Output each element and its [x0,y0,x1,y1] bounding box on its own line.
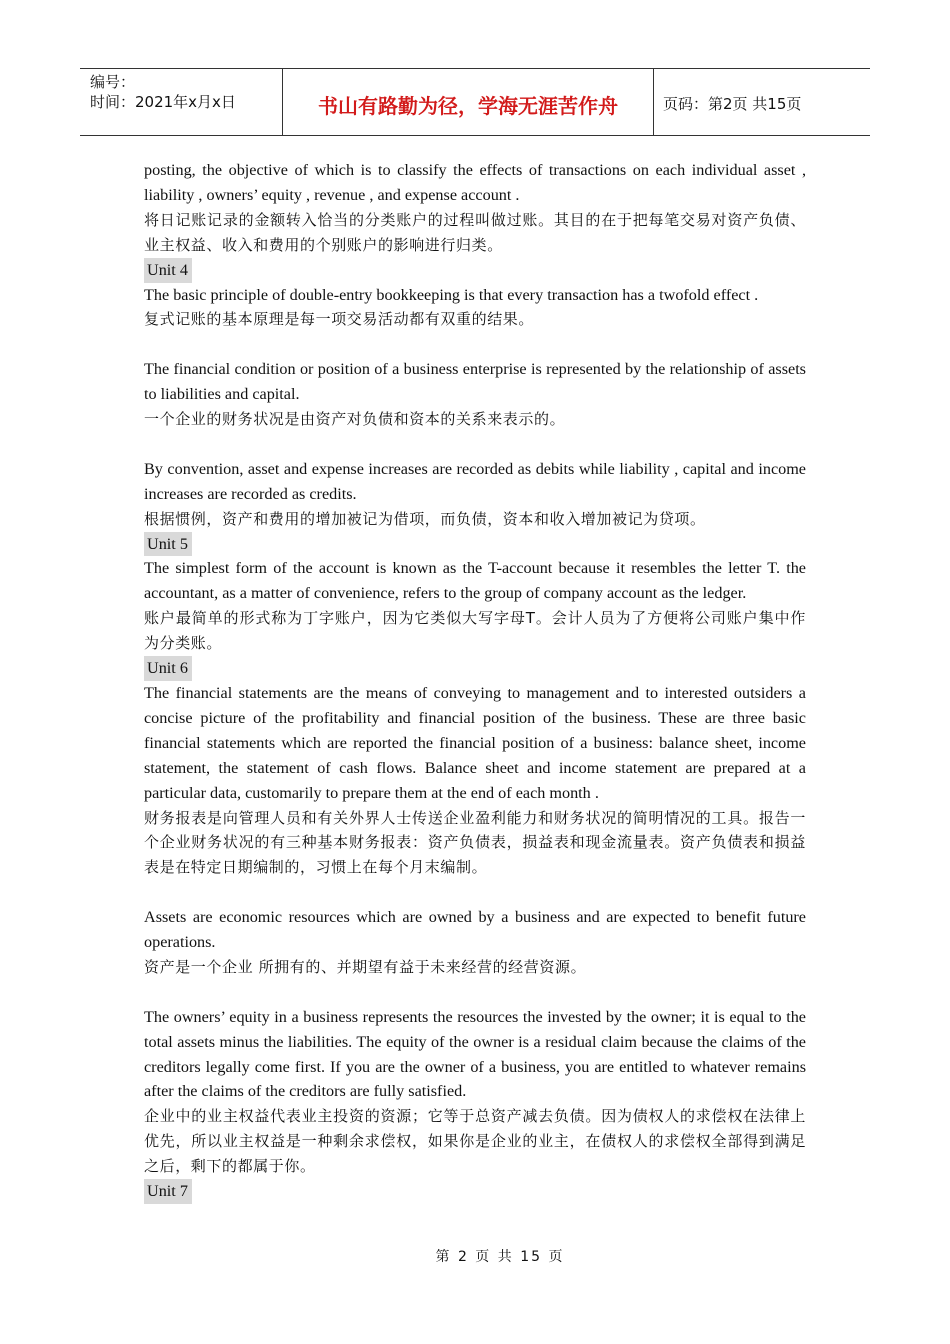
paragraph-en: The financial statements are the means of conveying to management and to interested outsiders a concise picture of the profitability and financial position of the business. These are three basic financial statements which are reported the financial position of a business: balance sheet, income statement, the statement of cash flows. Balance sheet and income statement are prepared at a particular data, customarily to prepare them at the end of each month . [144,684,806,802]
page-footer: 第 2 页 共 15 页 [435,1249,565,1265]
unit-heading: Unit 4 [144,258,192,283]
code-label: 编号： [90,73,136,91]
time-label: 时间：2021年x月x日 [90,93,236,111]
paragraph-zh: 将日记账记录的金额转入恰当的分类账户的过程叫做过账。其目的在于把每笔交易对资产负债、业主权益、收入和费用的个别账户的影响进行归类。 [144,210,806,254]
paragraph-zh: 财务报表是向管理人员和有关外界人士传送企业盈利能力和财务状况的简明情况的工具。报告一个企业财务状况的有三种基本财务报表：资产负债表，损益表和现金流量表。资产负债表和损益表是在特定日期编制的，习惯上在每个月末编制。 [144,808,806,877]
header-page-info: 页码：第2页 共15页 [663,94,802,113]
paragraph-en: The simplest form of the account is known as the T-account because it resembles the letter T. the accountant, as a matter of convenience, refers to the group of company account as the ledger. [144,559,806,603]
paragraph-zh: 根据惯例，资产和费用的增加被记为借项，而负债，资本和收入增加被记为贷项。 [144,509,706,528]
paragraph-en: The owners’ equity in a business represents the resources the invested by the owner; it is equal to the total assets minus the liabilities. The equity of the owner is a residual claim because the claims of the creditors legally come first. If you are the owner of a business, you are entitled to whatever remains after the claims of the creditors are fully satisfied. [144,1007,806,1101]
unit-heading: Unit 7 [144,1179,192,1204]
paragraph-en: Assets are economic resources which are owned by a business and are expected to benefit future operations. [144,908,806,952]
paragraph-en: The financial condition or position of a business enterprise is represented by the relationship of assets to liabilities and capital. [144,360,806,404]
page-header [80,68,870,136]
paragraph-en: By convention, asset and expense increases are recorded as debits while liability , capital and income increases are recorded as credits. [144,459,806,503]
paragraph-zh: 一个企业的财务状况是由资产对负债和资本的关系来表示的。 [144,410,566,429]
paragraph-en: posting, the objective of which is to classify the effects of transactions on each individual asset , liability , owners’ equity , revenue , and expense account . [144,161,806,204]
paragraph-zh: 资产是一个企业 所拥有的、并期望有益于未来经营的经营资源。 [144,957,587,976]
unit-heading: Unit 6 [144,656,192,681]
header-motto: 书山有路勤为径，学海无涯苦作舟 [282,69,654,135]
paragraph-zh: 账户最简单的形式称为丁字账户，因为它类似大写字母T。会计人员为了方便将公司账户集中作为分类账。 [144,609,806,653]
document-body [144,158,806,1204]
paragraph-en: The basic principle of double-entry bookkeeping is that every transaction has a twofold effect . [144,285,759,304]
unit-heading: Unit 5 [144,532,192,557]
header-meta [80,69,282,135]
paragraph-zh: 企业中的业主权益代表业主投资的资源；它等于总资产减去负债。因为债权人的求偿权在法律上优先，所以业主权益是一种剩余求偿权，如果你是企业的业主，在债权人的求偿权全部得到满足之后，剩下的都属于你。 [144,1107,806,1176]
paragraph-zh: 复式记账的基本原理是每一项交易活动都有双重的结果。 [144,310,535,329]
